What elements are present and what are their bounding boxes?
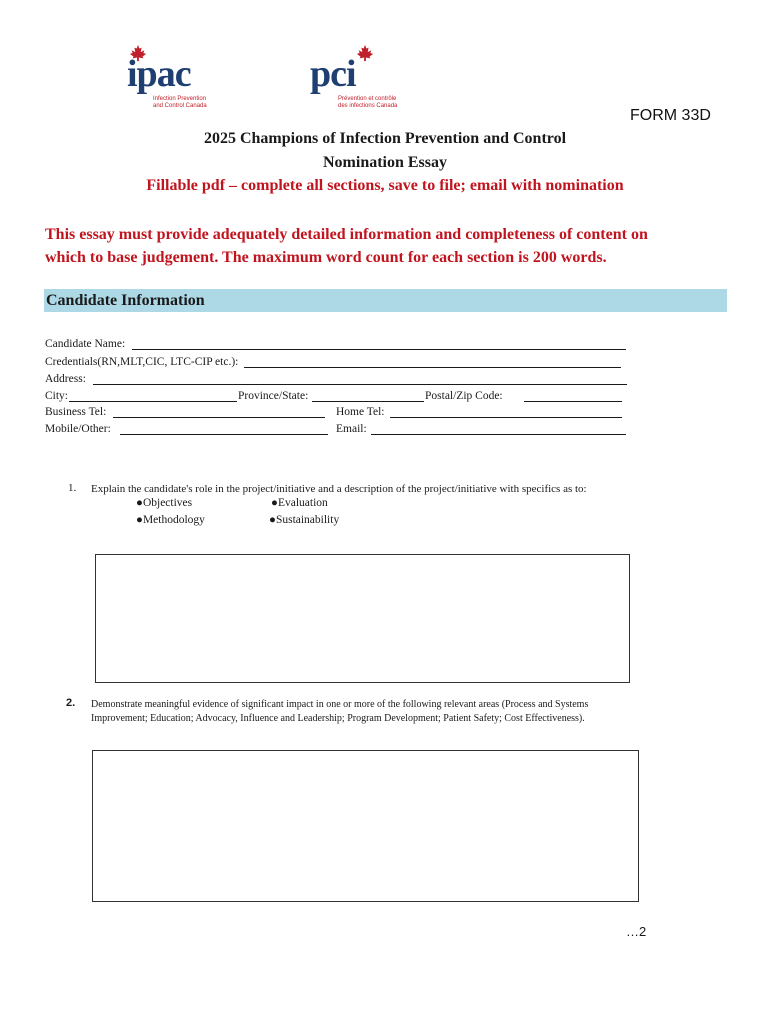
credentials-field[interactable] [244,367,621,368]
bullet-evaluation: ●Evaluation [271,497,328,509]
city-field[interactable] [69,401,237,402]
question-1-text: Explain the candidate's role in the project/initiative and a description of the project/initiative with specifics as to: [91,483,587,495]
pci-wordmark: pci [310,53,356,95]
bullet-methodology: ●Methodology [136,514,205,526]
page-title: 2025 Champions of Infection Prevention and Control [203,130,567,147]
postal-label: Postal/Zip Code: [425,390,503,402]
instructions: Fillable pdf – complete all sections, save to file; email with nomination [146,177,624,194]
section-title: Candidate Information [46,292,205,309]
pci-logo [308,44,408,110]
question-2-text-line-2: Improvement; Education; Advocacy, Influence and Leadership; Program Development; Patient Safety; Cost Effectiveness). [91,713,585,724]
question-1-number: 1. [68,482,77,494]
email-label: Email: [336,423,367,435]
page-continuation: …2 [626,924,647,939]
home-tel-label: Home Tel: [336,406,385,418]
candidate-name-field[interactable] [132,349,626,350]
ipac-tagline-2: and Control Canada [153,103,207,109]
postal-field[interactable] [524,401,622,402]
address-field[interactable] [93,384,627,385]
ipac-wordmark: ipac [127,53,191,95]
bullet-objectives: ●Objectives [136,497,193,509]
province-field[interactable] [312,401,424,402]
question-2-text-line-1: Demonstrate meaningful evidence of significant impact in one or more of the following relevant areas (Process and Systems [91,699,589,710]
city-label: City: [45,390,69,402]
notice-line-2: which to base judgement. The maximum word count for each section is 200 words. [45,249,607,266]
address-label: Address: [45,373,86,385]
page-subtitle: Nomination Essay [322,154,448,171]
home-tel-field[interactable] [390,417,622,418]
pci-tagline-1: Prévention et contrôle [338,96,397,102]
ipac-logo [125,44,235,110]
question-2-answer-box[interactable] [92,750,639,902]
maple-leaf-icon [356,44,374,62]
business-tel-field[interactable] [113,417,325,418]
mobile-label: Mobile/Other: [45,423,111,435]
credentials-label: Credentials(RN,MLT,CIC, LTC-CIP etc.): [45,356,239,368]
question-1-answer-box[interactable] [95,554,630,683]
bullet-sustainability: ●Sustainability [269,514,340,526]
business-tel-label: Business Tel: [45,406,107,418]
email-field[interactable] [371,434,626,435]
candidate-name-label: Candidate Name: [45,338,126,350]
mobile-field[interactable] [120,434,328,435]
ipac-tagline-1: Infection Prevention [153,96,207,102]
notice-line-1: This essay must provide adequately detailed information and completeness of content on [45,226,648,243]
candidate-information-header [44,289,727,312]
pci-tagline-2: des infections Canada [338,103,398,109]
form-id: FORM 33D [630,107,711,124]
question-2-number: 2. [66,697,76,709]
province-label: Province/State: [238,390,309,402]
